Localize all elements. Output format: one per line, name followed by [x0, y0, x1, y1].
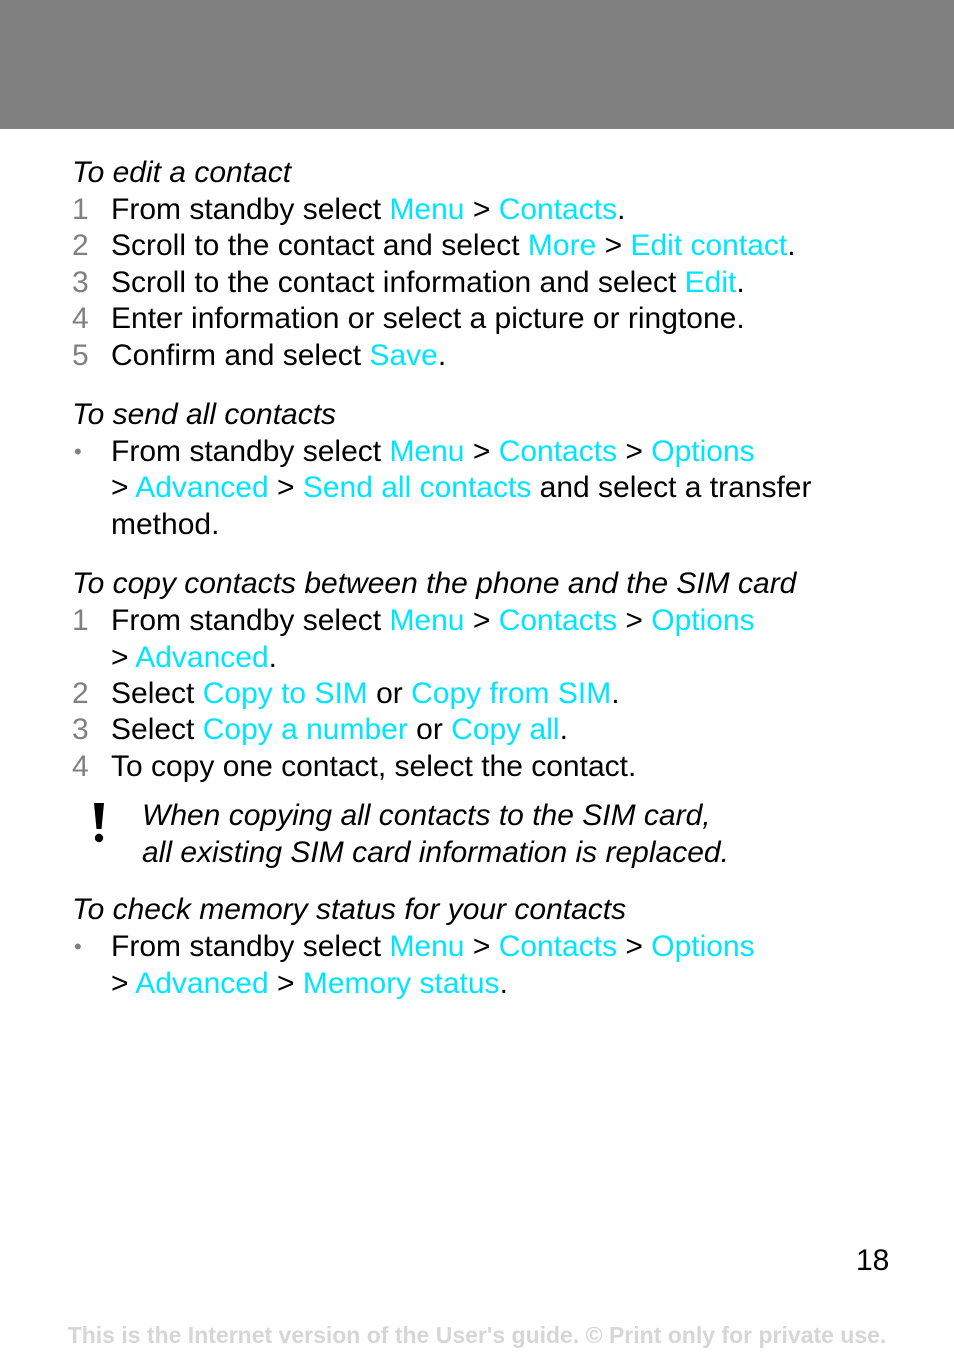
menu-term: Advanced: [135, 966, 269, 1000]
step-item: [72, 301, 902, 337]
step-text: [111, 434, 902, 543]
step-text-part: or: [407, 713, 452, 747]
step-text: [111, 603, 902, 676]
step-text-part: .: [559, 713, 568, 747]
step-text: [111, 749, 902, 785]
step-text-part: .: [611, 677, 620, 711]
footer-notice: This is the Internet version of the User's guide. © Print only for private use.: [67, 1322, 887, 1348]
menu-separator: >: [111, 640, 136, 674]
menu-separator: >: [464, 193, 499, 226]
step-item: [72, 603, 902, 676]
menu-separator: >: [268, 471, 303, 505]
menu-term: Copy from SIM: [411, 677, 612, 711]
menu-term: Options: [651, 604, 755, 638]
step-text: [111, 301, 902, 337]
step-text-part: Confirm and select: [111, 338, 370, 372]
step-number: 5: [72, 338, 89, 372]
menu-separator: >: [617, 435, 652, 469]
menu-term: Memory status: [302, 966, 500, 1000]
step-item: [72, 265, 902, 301]
step-number: 2: [72, 229, 89, 263]
menu-term: Edit contact: [630, 229, 788, 263]
menu-term: Advanced: [135, 640, 269, 674]
menu-separator: >: [617, 930, 652, 964]
menu-term: Menu: [389, 435, 465, 469]
step-text-part: Scroll to the contact and select: [111, 229, 528, 263]
step-text-part: Enter information or select a picture or ringtone.: [111, 302, 745, 336]
step-item: [72, 749, 902, 785]
step-item: [72, 676, 902, 712]
page-number: 18: [856, 1244, 890, 1277]
step-item: [72, 228, 902, 264]
exclamation-icon: [88, 801, 110, 845]
step-text-part: Select: [111, 713, 203, 747]
menu-separator: >: [268, 966, 303, 1000]
menu-term: Contacts: [498, 604, 618, 638]
step-number: 4: [72, 302, 89, 336]
menu-term: Copy to SIM: [202, 677, 368, 711]
bullet-item: [72, 929, 902, 1002]
step-text-part: .: [787, 229, 796, 263]
step-text-part: .: [617, 193, 626, 226]
menu-term: Edit: [684, 265, 737, 299]
step-text-part: From standby select: [111, 193, 390, 226]
menu-term: Advanced: [135, 471, 269, 505]
menu-term: Contacts: [498, 193, 618, 226]
menu-term: Options: [651, 930, 755, 964]
menu-separator: >: [617, 604, 652, 638]
step-text: [111, 192, 902, 228]
step-text-part: From standby select: [111, 604, 390, 638]
bullet-item: [72, 434, 902, 543]
step-number: 3: [72, 265, 89, 299]
step-text-part: and select a transfer method.: [111, 471, 812, 541]
step-text-part: .: [499, 966, 508, 1000]
menu-term: Save: [369, 338, 438, 372]
section-title: To edit a contact: [72, 156, 292, 189]
menu-term: Menu: [389, 930, 465, 964]
header-band: [0, 0, 954, 129]
step-item: [72, 712, 902, 748]
step-number: 3: [72, 713, 89, 747]
section-edit-contact: [72, 154, 902, 374]
page-content: [72, 154, 902, 1024]
menu-term: Menu: [389, 193, 465, 226]
menu-term: Contacts: [498, 930, 618, 964]
note-line-2: all existing SIM card information is replaced.: [142, 836, 729, 870]
step-text-part: or: [367, 677, 412, 711]
step-text: [111, 265, 902, 301]
step-number: 1: [72, 193, 89, 226]
step-text: [111, 929, 902, 1002]
section-title: To check memory status for your contacts: [72, 893, 627, 927]
menu-term: More: [527, 229, 597, 263]
note-line-1: When copying all contacts to the SIM card,: [142, 799, 711, 833]
section-send-all-contacts: [72, 396, 902, 543]
menu-term: Menu: [389, 604, 465, 638]
section-title: To send all contacts: [72, 398, 337, 432]
section-memory-status: [72, 891, 902, 1002]
menu-separator: >: [464, 930, 499, 964]
section-copy-contacts: [72, 565, 902, 871]
step-text: [111, 712, 902, 748]
step-text-part: .: [268, 640, 277, 674]
step-text: [111, 228, 902, 264]
section-title: To copy contacts between the phone and the SIM card: [72, 567, 797, 601]
step-text-part: .: [437, 338, 447, 372]
bullet-icon: •: [74, 934, 82, 960]
menu-term: Copy all: [451, 713, 560, 747]
step-item: [72, 192, 902, 228]
step-text: [111, 676, 902, 712]
step-text: [111, 338, 902, 374]
menu-separator: >: [596, 229, 631, 263]
step-text-part: From standby select: [111, 435, 390, 469]
bullet-icon: •: [74, 439, 82, 465]
step-text-part: .: [736, 265, 745, 299]
menu-separator: >: [464, 435, 499, 469]
step-number: 1: [72, 604, 89, 638]
warning-note: [72, 797, 902, 871]
menu-term: Options: [651, 435, 755, 469]
step-item: [72, 338, 902, 374]
menu-term: Send all contacts: [302, 471, 532, 505]
step-text-part: Select: [111, 677, 203, 711]
step-text-part: To copy one contact, select the contact.: [111, 749, 637, 783]
step-text-part: From standby select: [111, 930, 390, 964]
step-text-part: Scroll to the contact information and select: [111, 265, 685, 299]
step-number: 4: [72, 749, 89, 783]
menu-separator: >: [111, 966, 136, 1000]
step-number: 2: [72, 677, 89, 711]
menu-separator: >: [464, 604, 499, 638]
menu-term: Copy a number: [202, 713, 408, 747]
menu-term: Contacts: [498, 435, 618, 469]
menu-separator: >: [111, 471, 136, 505]
